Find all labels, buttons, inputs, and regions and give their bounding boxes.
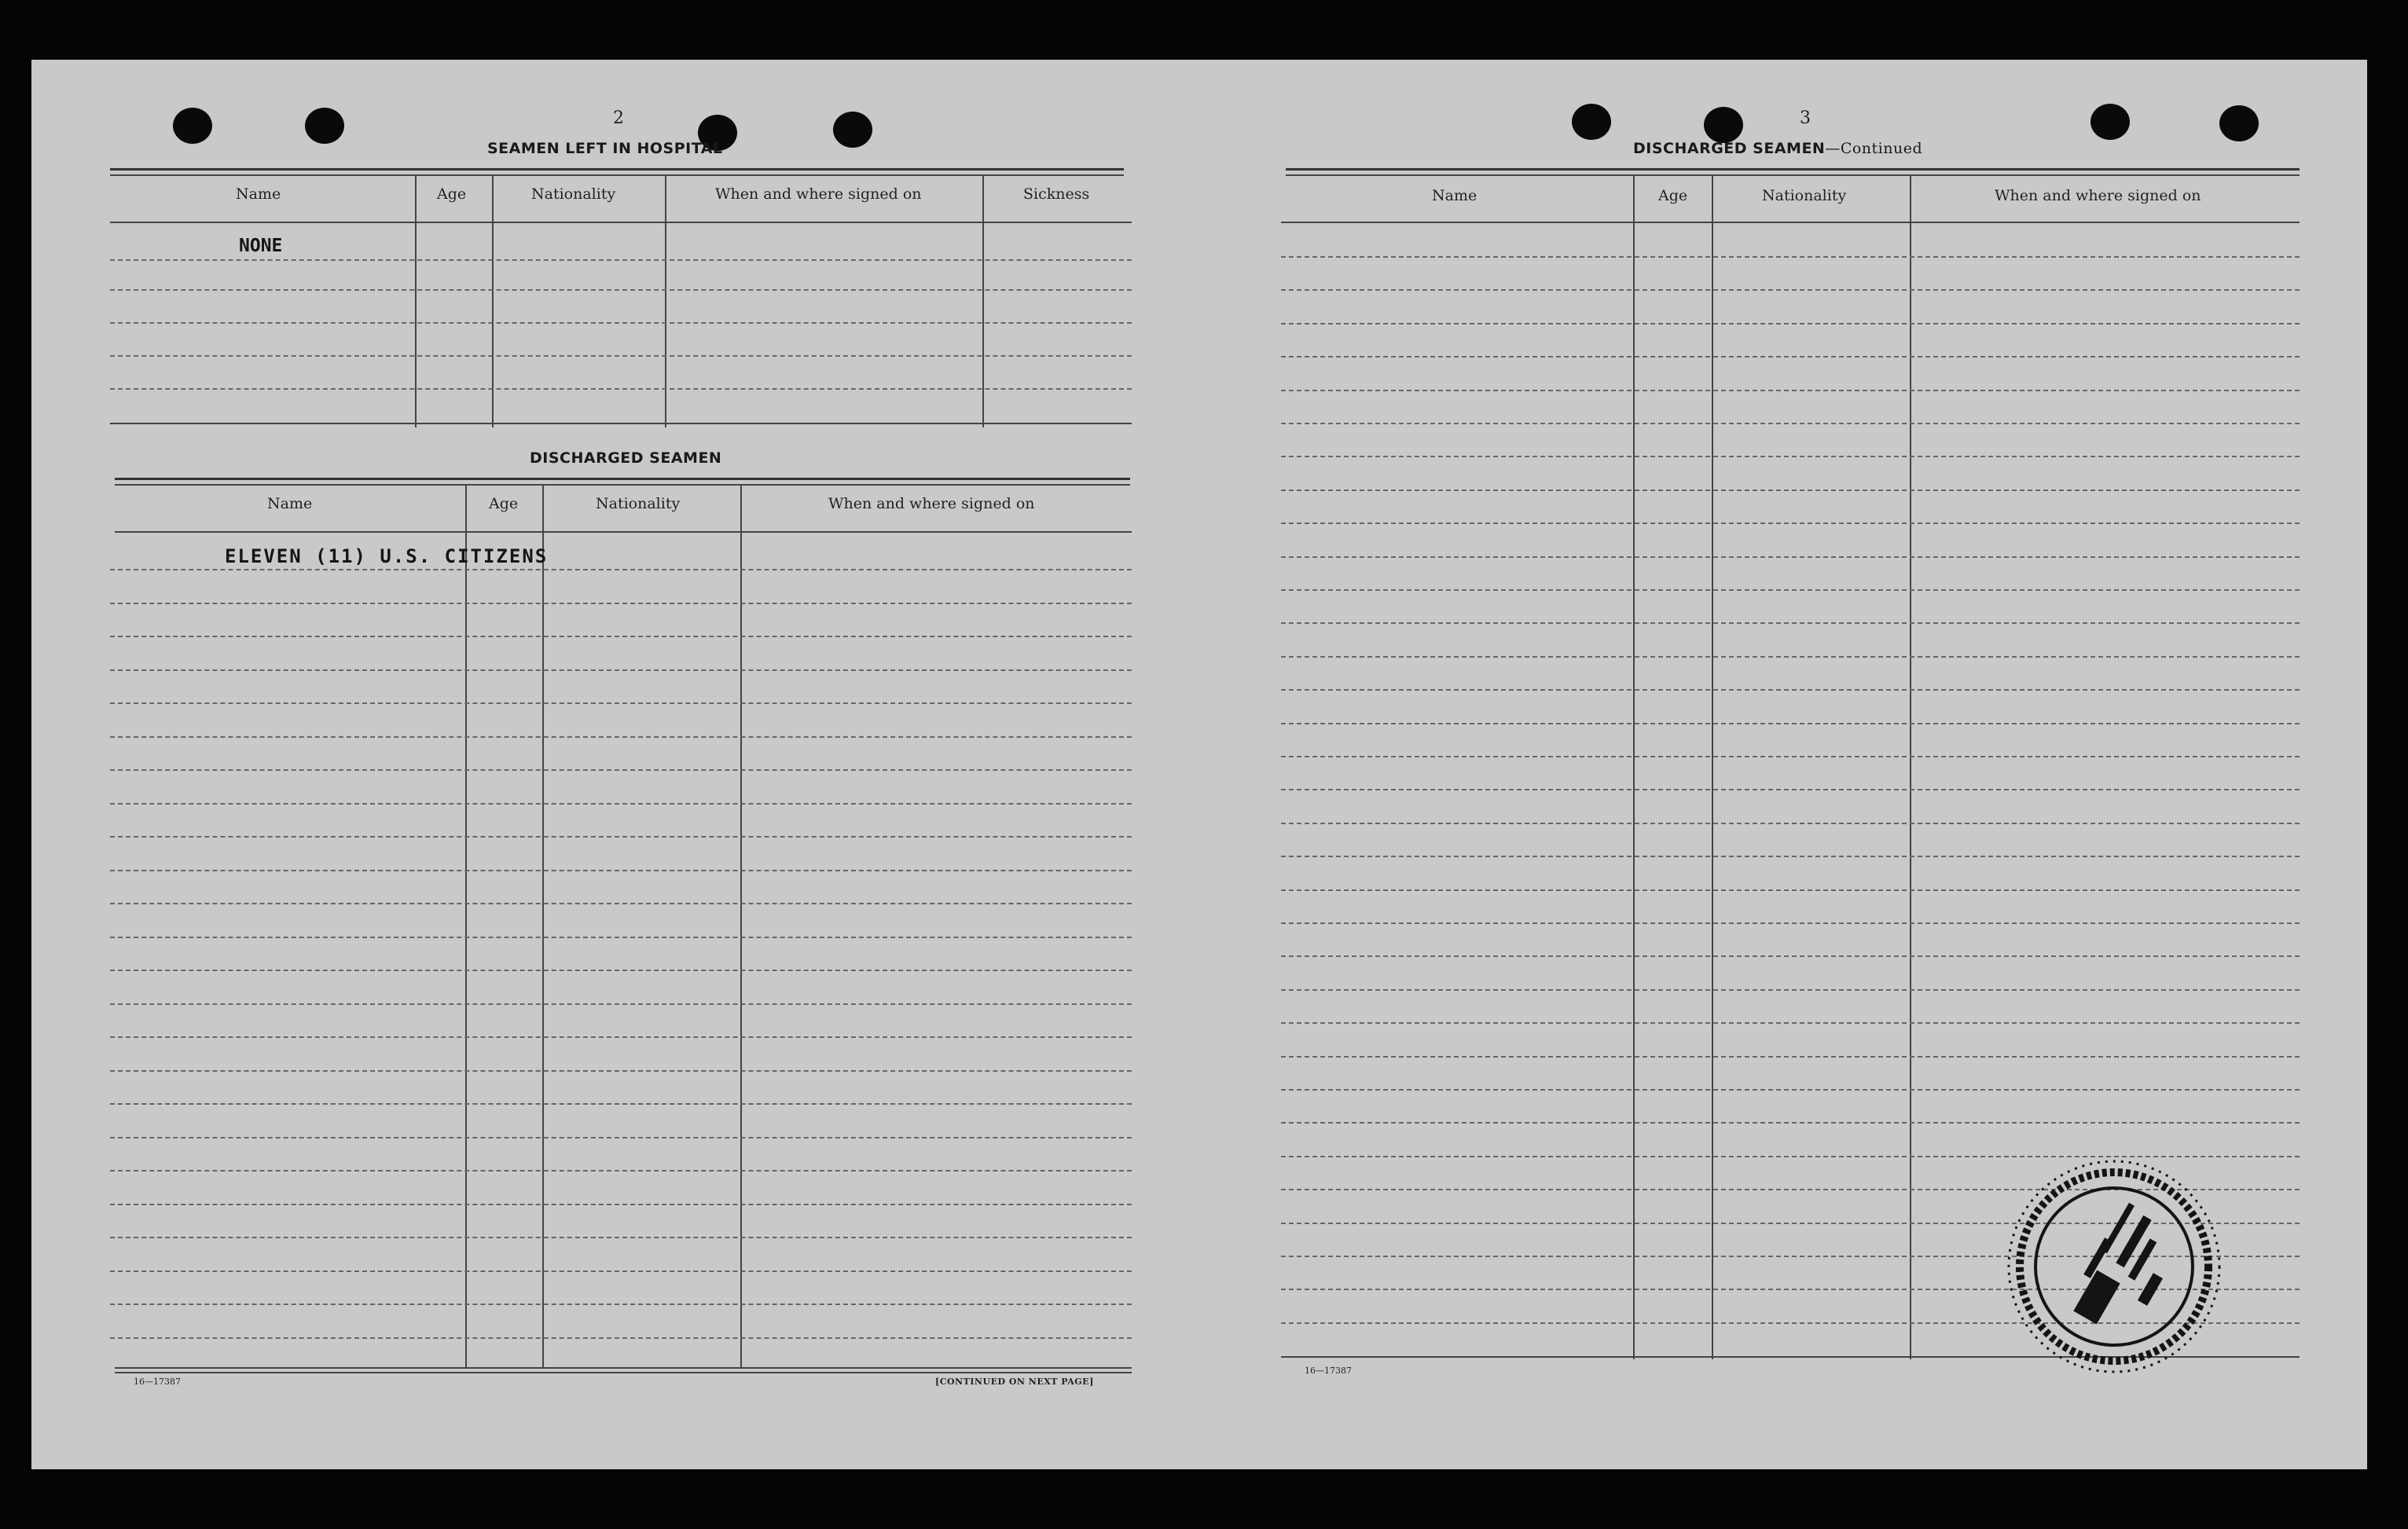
ruled-line bbox=[1281, 456, 2300, 457]
ruled-line bbox=[1281, 256, 2300, 258]
discharged-entry: ELEVEN (11) U.S. CITIZENS bbox=[225, 545, 549, 567]
header-divider bbox=[115, 531, 1132, 533]
ruled-line bbox=[1281, 1089, 2300, 1091]
punch-hole bbox=[1704, 107, 1743, 143]
table-top-border bbox=[115, 484, 1130, 486]
ruled-line bbox=[1281, 323, 2300, 324]
column-header-nationality: Nationality bbox=[1762, 187, 1847, 204]
ruled-line bbox=[110, 736, 1132, 738]
table-bottom-border bbox=[110, 423, 1132, 424]
ruled-line bbox=[110, 1137, 1132, 1138]
ruled-line bbox=[1281, 756, 2300, 757]
form-number: 16—17387 bbox=[134, 1377, 181, 1387]
page-number: 3 bbox=[1800, 108, 1811, 128]
ruled-line bbox=[1281, 622, 2300, 624]
ruled-line bbox=[110, 870, 1132, 871]
continued-note: [CONTINUED ON NEXT PAGE] bbox=[935, 1377, 1094, 1387]
right-section-title-suffix: —Continued bbox=[1825, 140, 1923, 157]
ruled-line bbox=[110, 669, 1132, 671]
ruled-line bbox=[110, 769, 1132, 771]
ruled-line bbox=[110, 1337, 1132, 1339]
header-divider bbox=[110, 222, 1132, 223]
column-header-when-where: When and where signed on bbox=[1995, 187, 2201, 204]
ruled-line bbox=[110, 322, 1132, 324]
ruled-line bbox=[110, 803, 1132, 805]
ruled-line bbox=[110, 569, 1132, 570]
ruled-line bbox=[1281, 856, 2300, 857]
ruled-line bbox=[1281, 922, 2300, 924]
ruled-line bbox=[110, 1070, 1132, 1072]
ruled-line bbox=[110, 903, 1132, 904]
ruled-line bbox=[1281, 955, 2300, 957]
ruled-line bbox=[1281, 823, 2300, 824]
ruled-line bbox=[110, 1036, 1132, 1038]
ruled-line bbox=[110, 388, 1132, 390]
ruled-line bbox=[110, 1237, 1132, 1238]
ruled-line bbox=[1281, 556, 2300, 558]
column-header-when-where: When and where signed on bbox=[828, 495, 1035, 512]
ruled-line bbox=[1281, 356, 2300, 358]
table-top-border bbox=[115, 478, 1130, 480]
column-header-nationality: Nationality bbox=[531, 185, 616, 203]
right-section-title-text: DISCHARGED SEAMEN bbox=[1633, 140, 1826, 157]
ruled-line bbox=[110, 603, 1132, 604]
hospital-section-title: SEAMEN LEFT IN HOSPITAL bbox=[487, 140, 723, 157]
ruled-line bbox=[1281, 589, 2300, 591]
ruled-line bbox=[1281, 390, 2300, 391]
right-section-title bbox=[1633, 140, 1922, 157]
form-number: 16—17387 bbox=[1305, 1366, 1352, 1376]
ruled-line bbox=[110, 1270, 1132, 1272]
ruled-line bbox=[110, 1304, 1132, 1305]
ruled-line bbox=[110, 1204, 1132, 1205]
table-top-border bbox=[1286, 168, 2300, 170]
ruled-line bbox=[1281, 1056, 2300, 1058]
ruled-line bbox=[1281, 289, 2300, 291]
header-divider bbox=[1281, 222, 2300, 223]
punch-hole bbox=[1572, 104, 1611, 140]
column-header-sickness: Sickness bbox=[1023, 185, 1090, 203]
punch-hole bbox=[833, 112, 872, 148]
ruled-line bbox=[110, 1170, 1132, 1172]
table-top-border bbox=[110, 174, 1124, 176]
column-divider bbox=[1712, 174, 1713, 1359]
column-divider bbox=[740, 484, 742, 1367]
table-bottom-border bbox=[115, 1372, 1132, 1373]
hospital-entry: NONE bbox=[239, 236, 283, 256]
column-header-age: Age bbox=[437, 185, 467, 203]
ruled-line bbox=[1281, 889, 2300, 891]
punch-hole bbox=[2090, 104, 2130, 140]
punch-hole bbox=[173, 108, 212, 144]
column-header-name: Name bbox=[236, 185, 281, 203]
ruled-line bbox=[110, 355, 1132, 357]
ruled-line bbox=[110, 1003, 1132, 1005]
ruled-line bbox=[110, 702, 1132, 704]
ruled-line bbox=[1281, 423, 2300, 424]
column-divider bbox=[1633, 174, 1635, 1359]
table-bottom-border bbox=[115, 1367, 1132, 1369]
column-divider bbox=[542, 484, 544, 1367]
ruled-line bbox=[1281, 1122, 2300, 1124]
column-divider bbox=[465, 484, 467, 1367]
ruled-line bbox=[1281, 723, 2300, 724]
table-top-border bbox=[1286, 174, 2300, 176]
ruled-line bbox=[1281, 1022, 2300, 1024]
column-header-age: Age bbox=[489, 495, 519, 512]
column-divider bbox=[1910, 174, 1911, 1359]
ruled-line bbox=[110, 937, 1132, 938]
column-header-name: Name bbox=[1432, 187, 1477, 204]
postmark-stamp bbox=[1988, 1150, 2240, 1378]
punch-hole bbox=[2219, 105, 2259, 141]
ruled-line bbox=[110, 289, 1132, 291]
ruled-line bbox=[110, 836, 1132, 838]
table-top-border bbox=[110, 168, 1124, 170]
punch-hole bbox=[305, 108, 344, 144]
ruled-line bbox=[110, 259, 1132, 261]
discharged-section-title: DISCHARGED SEAMEN bbox=[530, 449, 722, 467]
ruled-line bbox=[110, 970, 1132, 971]
ruled-line bbox=[1281, 689, 2300, 691]
page-number: 2 bbox=[613, 108, 624, 128]
column-header-age: Age bbox=[1658, 187, 1688, 204]
ruled-line bbox=[1281, 490, 2300, 491]
ruled-line bbox=[1281, 789, 2300, 790]
column-header-nationality: Nationality bbox=[596, 495, 681, 512]
ruled-line bbox=[110, 1103, 1132, 1105]
ruled-line bbox=[1281, 656, 2300, 658]
ruled-line bbox=[110, 636, 1132, 637]
column-header-name: Name bbox=[267, 495, 313, 512]
ruled-line bbox=[1281, 989, 2300, 991]
ruled-line bbox=[1281, 522, 2300, 524]
column-header-when-where: When and where signed on bbox=[715, 185, 922, 203]
